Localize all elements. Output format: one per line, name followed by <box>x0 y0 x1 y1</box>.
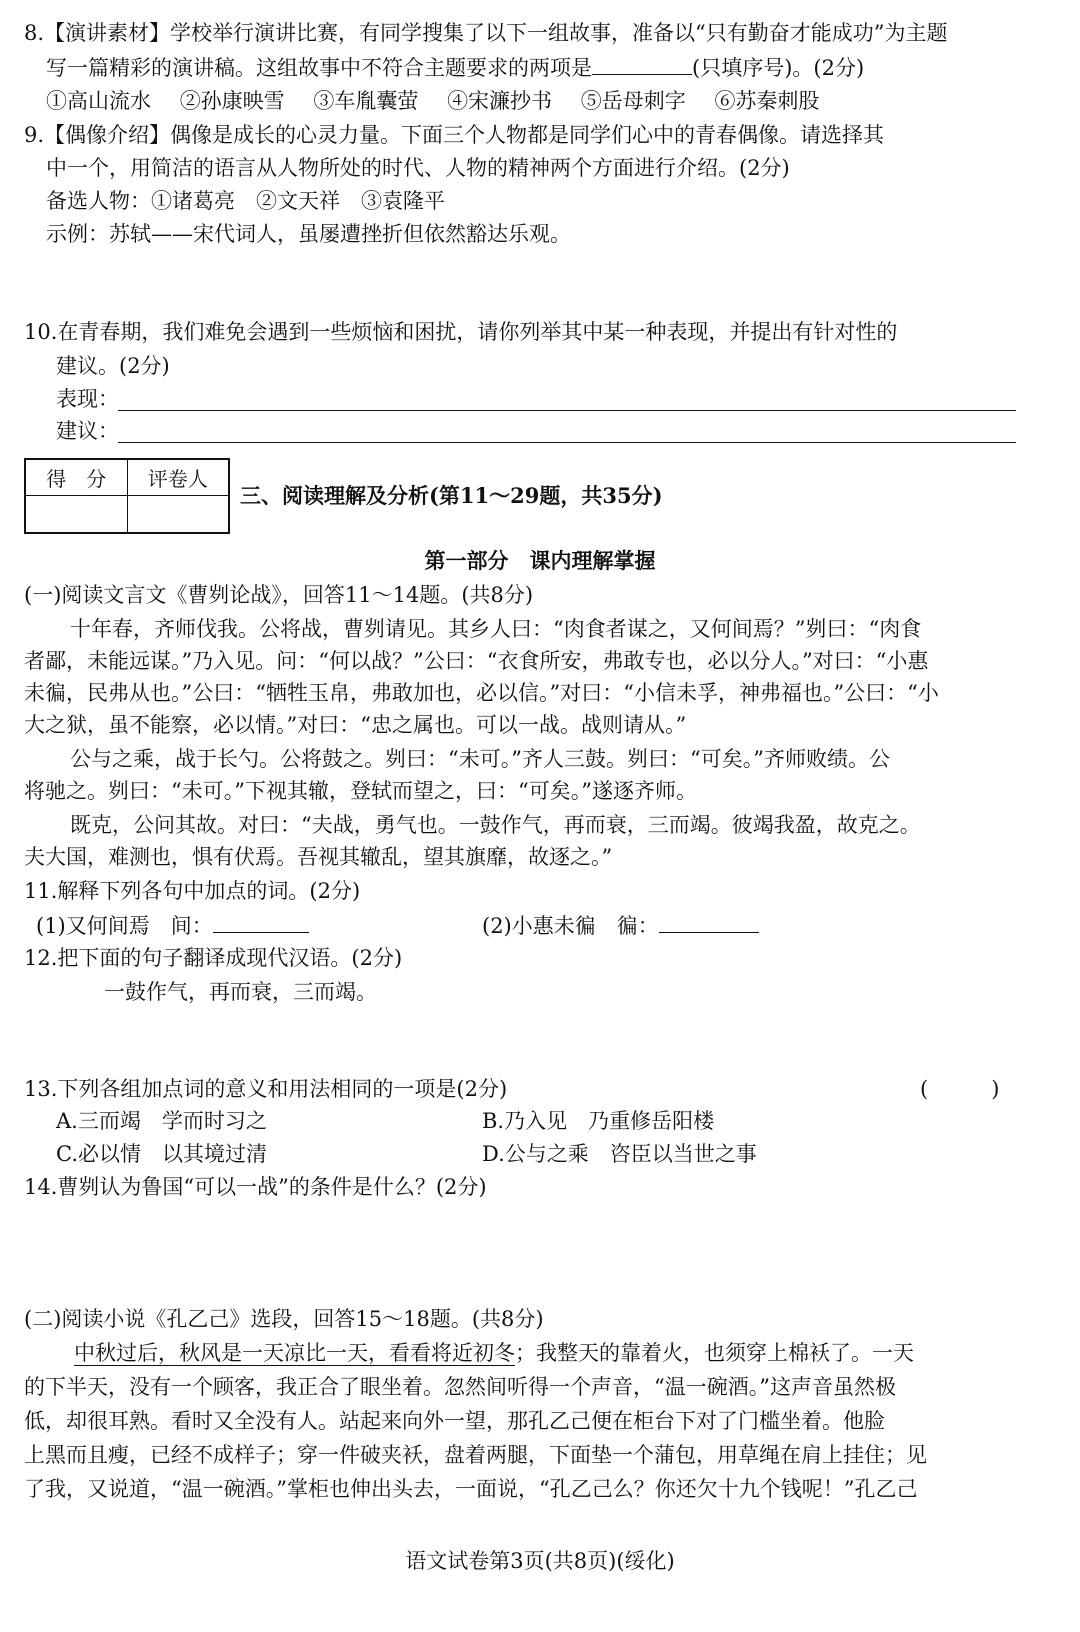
q8-line-2-text: 写一篇精彩的演讲稿。这组故事中不符合主题要求的两项是 <box>46 56 592 80</box>
q13-option-a: A.三而竭 学而时习之 <box>56 1109 267 1133</box>
q10-label-performance: 表现： <box>56 387 119 411</box>
q8-option: ②孙康映雪 <box>179 89 285 113</box>
q8-option: ⑥苏秦刺股 <box>714 89 820 113</box>
passage-1-line: 既克，公问其故。对曰：“夫战，勇气也。一鼓作气，再而衰，三而竭。彼竭我盈，故克之。 <box>70 813 921 837</box>
q11-blank-1[interactable] <box>213 910 309 933</box>
q11-item-2-text: (2)小惠未徧 徧： <box>482 914 659 938</box>
section-title: 三、阅读理解及分析(第11～29题，共35分) <box>240 483 663 508</box>
passage-1-line: 未徧，民弗从也。”公曰：“牺牲玉帛，弗敢加也，必以信。”对曰：“小信未孚，神弗福也。”公曰：“小 <box>24 681 939 705</box>
passage-1-line: 者鄙，未能远谋。”乃入见。问：“何以战？”公曰：“衣食所安，弗敢专也，必以分人。”对曰：“小惠 <box>24 649 929 673</box>
q13-stem: 13.下列各组加点词的意义和用法相同的一项是(2分) <box>24 1077 508 1101</box>
q12-sentence: 一鼓作气，再而衰，三而竭。 <box>104 980 377 1004</box>
q13-answer-paren[interactable]: ( ) <box>920 1077 1000 1101</box>
q8-line-2-tail: (只填序号)。(2分) <box>692 56 865 80</box>
underlined-sentence: 中秋过后，秋风是一天凉比一天，看看将近初冬 <box>74 1341 515 1365</box>
passage-1-line: 将驰之。刿曰：“未可。”下视其辙，登轼而望之，曰：“可矣。”遂逐齐师。 <box>24 779 697 803</box>
score-cell[interactable] <box>25 495 127 533</box>
passage-2-line: 了我，又说道，“温一碗酒。”掌柜也伸出头去，一面说，“孔乙己么？你还欠十九个钱呢！”孔乙己 <box>24 1477 918 1501</box>
passage-1-line: 夫大国，难测也，惧有伏焉。吾视其辙乱，望其旗靡，故逐之。” <box>24 845 613 869</box>
page-footer: 语文试卷第3页(共8页)(绥化) <box>405 1549 675 1573</box>
q10-line-2: 建议。(2分) <box>56 354 170 378</box>
passage-2-line-1 <box>74 1338 914 1368</box>
passage-1-line: 公与之乘，战于长勺。公将鼓之。刿曰：“未可。”齐人三鼓。刿曰：“可矣。”齐师败绩。公 <box>70 747 890 771</box>
q8-line-1: 8.【演讲素材】学校举行演讲比赛，有同学搜集了以下一组故事，准备以“只有勤奋才能成功”为主题 <box>24 21 948 45</box>
q11-stem: 11.解释下列各句中加点的词。(2分) <box>24 879 361 903</box>
grader-cell[interactable] <box>127 495 229 533</box>
score-label: 得 分 <box>25 459 127 495</box>
passage-1-line: 十年春，齐师伐我。公将战，曹刿请见。其乡人曰：“肉食者谋之，又何间焉？”刿曰：“肉食 <box>70 617 922 641</box>
q8-option: ①高山流水 <box>46 89 151 113</box>
q10-answer-line-1[interactable] <box>118 410 1016 411</box>
q8-line-2 <box>46 52 864 83</box>
q11-item-2 <box>482 910 759 941</box>
q8-option: ⑤岳母刺字 <box>580 89 686 113</box>
q11-blank-2[interactable] <box>659 910 759 933</box>
q10-label-suggestion: 建议： <box>56 419 119 443</box>
q8-option: ③车胤囊萤 <box>313 89 419 113</box>
q12-stem: 12.把下面的句子翻译成现代汉语。(2分) <box>24 946 403 970</box>
passage-1-heading: (一)阅读文言文《曹刿论战》，回答11～14题。(共8分) <box>24 583 534 607</box>
q11-item-1 <box>36 910 309 941</box>
q9-example: 示例：苏轼——宋代词人，虽屡遭挫折但依然豁达乐观。 <box>46 222 571 246</box>
passage-1-line: 大之狱，虽不能察，必以情。”对曰：“忠之属也。可以一战。战则请从。” <box>24 713 687 737</box>
q9-line-3: 备选人物：①诸葛亮 ②文天祥 ③袁隆平 <box>46 189 445 213</box>
part-title: 第一部分 课内理解掌握 <box>424 548 656 573</box>
q13-option-d: D.公与之乘 咨臣以当世之事 <box>482 1142 757 1166</box>
passage-2-line: 低，却很耳熟。看时又全没有人。站起来向外一望，那孔乙己便在柜台下对了门槛坐着。他脸 <box>24 1409 885 1433</box>
q10-line-1: 10.在青春期，我们难免会遇到一些烦恼和困扰，请你列举其中某一种表现，并提出有针对性的 <box>24 320 898 344</box>
q8-option: ④宋濂抄书 <box>447 89 553 113</box>
q14-stem: 14.曹刿认为鲁国“可以一战”的条件是什么？(2分) <box>24 1175 487 1199</box>
passage-2-line: 的下半天，没有一个顾客，我正合了眼坐着。忽然间听得一个声音，“温一碗酒。”这声音虽然极 <box>24 1375 896 1399</box>
q9-line-1: 9.【偶像介绍】偶像是成长的心灵力量。下面三个人物都是同学们心中的青春偶像。请选择其 <box>24 123 885 147</box>
grader-label: 评卷人 <box>127 459 229 495</box>
passage-2-line-1-rest: ；我整天的靠着火，也须穿上棉袄了。一天 <box>515 1341 914 1365</box>
q8-answer-blank[interactable] <box>592 52 692 75</box>
q13-option-c: C.必以情 以其境过清 <box>56 1142 267 1166</box>
q11-item-1-text: (1)又何间焉 间： <box>36 914 213 938</box>
q10-answer-line-2[interactable] <box>118 442 1016 443</box>
passage-2-heading: (二)阅读小说《孔乙己》选段，回答15～18题。(共8分) <box>24 1307 544 1331</box>
passage-2-line: 上黑而且瘦，已经不成样子；穿一件破夹袄，盘着两腿，下面垫一个蒲包，用草绳在肩上挂住；见 <box>24 1443 927 1467</box>
q9-line-2: 中一个，用简洁的语言从人物所处的时代、人物的精神两个方面进行介绍。(2分) <box>46 156 790 180</box>
q8-options <box>46 86 819 116</box>
score-box <box>24 458 230 534</box>
q13-option-b: B.乃入见 乃重修岳阳楼 <box>482 1109 715 1133</box>
